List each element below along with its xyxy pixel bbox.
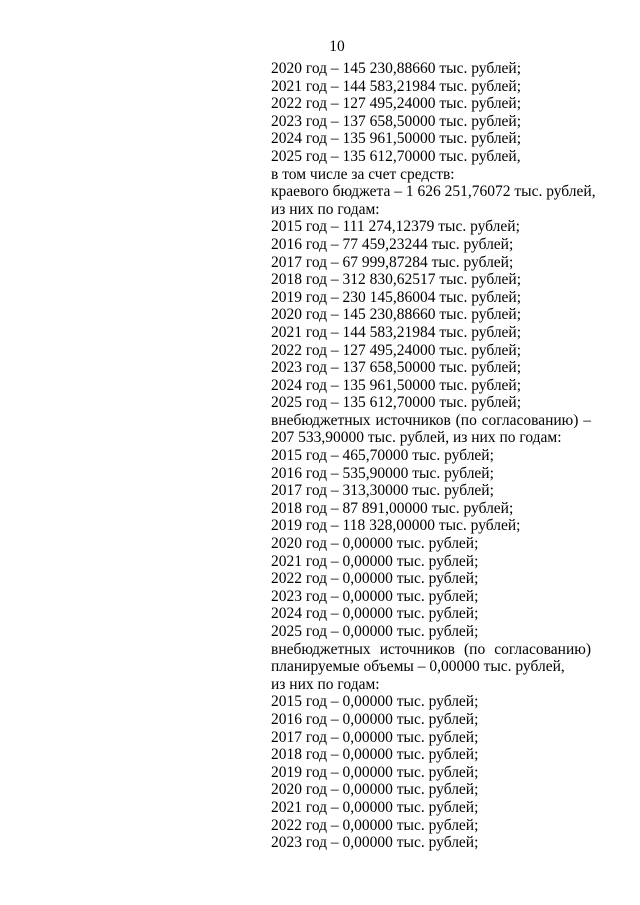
text-line: 2021 год – 0,00000 тыс. рублей; <box>271 552 479 570</box>
text-line: 2015 год – 0,00000 тыс. рублей; <box>271 693 479 711</box>
page-number: 10 <box>329 38 345 55</box>
text-line: 2017 год – 0,00000 тыс. рублей; <box>271 728 479 746</box>
text-line: планируемые объемы – 0,00000 тыс. рублей, <box>271 658 565 676</box>
text-line: 2019 год – 230 145,86004 тыс. рублей; <box>271 288 522 306</box>
text-line: 2022 год – 0,00000 тыс. рублей; <box>271 816 479 834</box>
text-line: 2024 год – 135 961,50000 тыс. рублей; <box>271 130 522 148</box>
text-line: 2023 год – 137 658,50000 тыс. рублей; <box>271 359 522 377</box>
text-line: 2022 год – 0,00000 тыс. рублей; <box>271 570 479 588</box>
text-line: 2016 год – 535,90000 тыс. рублей; <box>271 464 494 482</box>
text-line: 2025 год – 0,00000 тыс. рублей; <box>271 623 479 640</box>
text-line: 2021 год – 0,00000 тыс. рублей; <box>271 798 479 816</box>
text-line: из них по годам: <box>271 200 380 218</box>
text-line: внебюджетных источников (по согласованию) <box>271 640 591 658</box>
text-line: 2016 год – 77 459,23244 тыс. рублей; <box>271 235 514 253</box>
text-line: из них по годам: <box>271 675 380 693</box>
text-line: 2015 год – 465,70000 тыс. рублей; <box>271 447 494 465</box>
text-line: 2025 год – 135 612,70000 тыс. рублей, <box>271 147 521 165</box>
text-line: 2022 год – 127 495,24000 тыс. рублей; <box>271 95 522 113</box>
text-line: 2023 год – 137 658,50000 тыс. рублей; <box>271 112 522 130</box>
text-line: 2017 год – 313,30000 тыс. рублей; <box>271 482 494 500</box>
text-line: 2018 год – 312 830,62517 тыс. рублей; <box>271 271 522 289</box>
text-line: 2020 год – 0,00000 тыс. рублей; <box>271 781 479 799</box>
text-line: 2023 год – 0,00000 тыс. рублей; <box>271 587 479 605</box>
text-line: 2022 год – 127 495,24000 тыс. рублей; <box>271 341 522 359</box>
text-line: 2020 год – 145 230,88660 тыс. рублей; <box>271 306 522 324</box>
text-line: 2024 год – 0,00000 тыс. рублей; <box>271 605 479 623</box>
text-line: 2024 год – 135 961,50000 тыс. рублей; <box>271 376 522 394</box>
text-line: 2015 год – 111 274,12379 тыс. рублей; <box>271 218 520 236</box>
text-line: в том числе за счет средств: <box>271 165 455 183</box>
text-line: 2017 год – 67 999,87284 тыс. рублей; <box>271 253 514 271</box>
text-line: 207 533,90000 тыс. рублей, из них по годам: <box>271 429 562 447</box>
text-line: 2020 год – 0,00000 тыс. рублей; <box>271 535 479 553</box>
text-line: 2020 год – 145 230,88660 тыс. рублей; <box>271 60 522 77</box>
text-line: 2019 год – 118 328,00000 тыс. рублей; <box>271 517 521 535</box>
document-body <box>271 60 596 852</box>
text-line: внебюджетных источников (по согласованию) – <box>271 411 591 429</box>
text-line: 2016 год – 0,00000 тыс. рублей; <box>271 710 479 728</box>
text-line: 2023 год – 0,00000 тыс. рублей; <box>271 834 479 852</box>
text-line: краевого бюджета – 1 626 251,76072 тыс. рублей, <box>271 183 596 201</box>
text-line: 2021 год – 144 583,21984 тыс. рублей; <box>271 323 522 341</box>
text-line: 2018 год – 87 891,00000 тыс. рублей; <box>271 499 514 517</box>
text-line: 2025 год – 135 612,70000 тыс. рублей; <box>271 394 522 412</box>
text-line: 2018 год – 0,00000 тыс. рублей; <box>271 746 479 764</box>
text-line: 2021 год – 144 583,21984 тыс. рублей; <box>271 77 522 95</box>
text-line: 2019 год – 0,00000 тыс. рублей; <box>271 763 479 781</box>
